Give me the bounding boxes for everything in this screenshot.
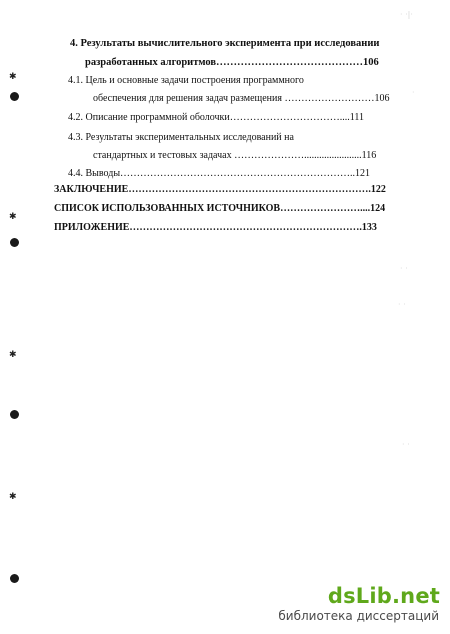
bleed-through-mark: · ·|· [400,10,413,19]
toc-chapter-4-title-cont: разработанных алгоритмов……………………………………106 [85,57,379,68]
binder-hole [10,410,19,419]
toc-section-4-1-cont: обеспечения для решения задач размещения ………………………106 [93,93,390,104]
toc-section-4-3: 4.3. Результаты экспериментальных исследований на [68,132,294,143]
margin-speck: ✱ [9,350,17,360]
margin-speck: ✱ [9,492,17,502]
toc-chapter-4-title: 4. Результаты вычислительного эксперимента при исследовании [70,38,380,49]
toc-section-4-1: 4.1. Цель и основные задачи построения программного [68,75,304,86]
toc-references: СПИСОК ИСПОЛЬЗОВАННЫХ ИСТОЧНИКОВ……………………....124 [54,203,386,214]
margin-speck: ✱ [9,72,17,82]
binder-hole [10,574,19,583]
binder-hole [10,238,19,247]
margin-speck: ✱ [9,212,17,222]
toc-appendix: ПРИЛОЖЕНИЕ…………………………………………………………….133 [54,222,377,233]
toc-section-4-2: 4.2. Описание программной оболочки……………………………....111 [68,112,365,123]
bleed-through-mark: · · [400,264,408,273]
toc-section-4-3-cont: стандартных и тестовых задачах ………………….......................116 [93,150,377,161]
toc-section-4-4: 4.4. Выводы……………………………………………………………..121 [68,168,371,179]
binder-hole [10,92,19,101]
bleed-through-mark: · · [402,440,410,449]
toc-conclusion: ЗАКЛЮЧЕНИЕ……………………………………………………………….122 [54,184,386,195]
dslib-subtitle: библиотека диссертаций [278,609,439,623]
dslib-logo: dsLib.net [327,584,440,608]
bleed-through-mark: · [412,88,415,97]
bleed-through-mark: · · [398,300,406,309]
